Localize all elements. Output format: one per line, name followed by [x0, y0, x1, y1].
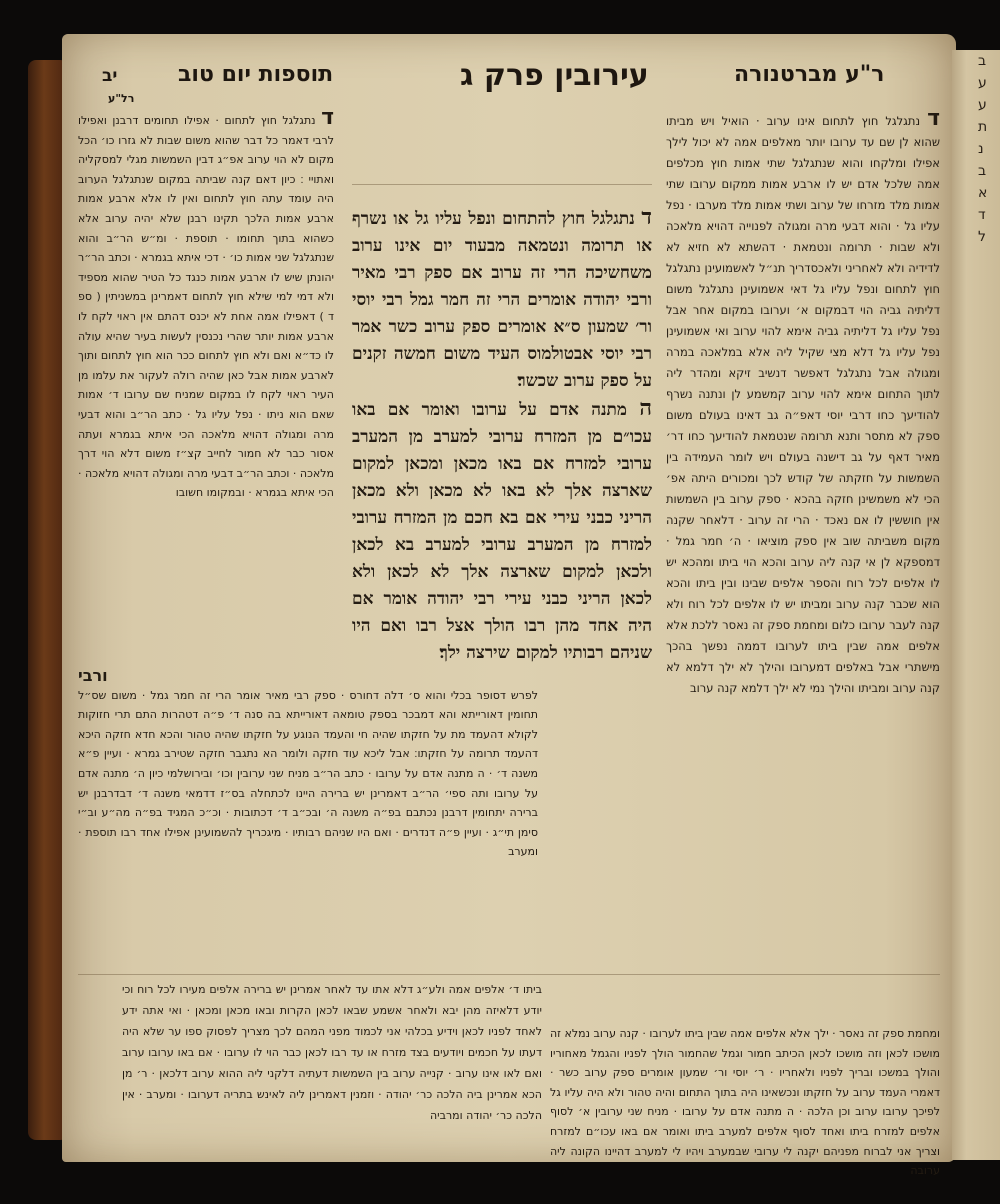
edge-char: ד — [978, 207, 986, 223]
lower-left-heading: ורבי — [78, 666, 108, 685]
manuscript-page — [62, 34, 956, 1178]
mishnah-lead-letter-4: ד — [641, 204, 652, 230]
header-tosafot-title: תוספות יום טוב — [178, 62, 334, 87]
bartenura-text: נתגלגל חוץ לתחום אינו ערוב · הואיל ויש מביתו שהוא לן שם עד ערובו יותר מאלפים אמה לא יכול לילך אפילו ומלקחו והוא שנתגלגל שתי אמות חוץ מכלפים אמה שלכל אדם יש לו ארבע אמות ממקום ערובו שתי אמות מלד מזרחו של ערוב ושתי אמות מלד מערבו · נפל עליו גל · והוא דבעי מרה ומגולה לפנוייה דהויא מלאכה ולא שבות · תרומה ונטמאת · דהשתא לא חזיא לא לדידיה ולא לאחריני ולאכסדריך תנ״ל לאשמועינן נתגלגל חוץ לתחום ונפל עליו גל דאי אשמועינן נתגלגל משום דליתיה גביה הוי דבמקום א׳ וערובו במקום אחר אבל נפל עליו גל דליתיה גביה אימא להוי ערוב ואי אשמועינן נפל עליו גל דלא מצי שקיל ליה אלא במלאכה במרה ומגולה אבל נתגלגל דאפשר דנשיב זיקא ומהדר ליה לתוך התחום אימא להוי ערוב קמשמע לן ונתנה נשרף להודיעך כחו דרבי יוסי דאפ״ה גב דאינו בעולם משום ספק לא מתסר ותנא תרומה שנטמאת להודיעך כחו דר׳ מאיר דאף על גב דישנה בעולם ויש לומר העמידה בין השמשות על חזקתה של קודש לכך ומכורים היתה אפ׳ הכי לא משמשינן חזקה בהכא · ספק ערוב בין השמשות אין חוששין לו אם נאכד · הרי זה ערוב · דלאחר שקנה מקום משביתה שוב אין ספק מוציאו · ה׳ חמר גמל · דמספקא לן אי קנה ליה ערוב והכא הוי ביתו ומהכא יש לו אלפים לכל רוח והספר אלפים שבינו ובין ביתו והכא הוא שכבר קנה ערוב ומביתו יש לו אלפים לכל רוח ולא קנה לעבר ערובו כלום ומחמת ספק זה נאסר ללכת אלא אלפים אמה שבין ביתו לערובו דממה נפשך בהכך מישתרי אבל באלפים דמערובו והילך לא ילך דלמא לא קנה ערוב ומביתו והילך נמי לא ילך דלמא קנה ערוב — [666, 114, 940, 695]
bottom-text: ביתו ד׳ אלפים אמה ולע״ג דלא אתו עד לאחר אמרינן יש ברירה אלפים מעירו לכל רוח וכי יודע דלאיזה מהן יבא ולאחר אשמע שבאו לכאן הקרות ובאו מכאן ומכאן · ואי אתה ידע לאחד לפניו לכאן וידיע בכלהי אני לכמוד מפני המהם לכך מצריך לפסוק ספו ער שלא היה דעתו על חכמים ויודעים בצד מזרח או עד רבו לכאן כבר הוי לו ערובו · אם באו ערובו ערוב ואם לאו אינו ערוב · קנייה ערוב בין השמשות דעתיה דלקני ליה ההוא ערוב דלכאן · ר׳ מן הכא אמרינן ביה הלכה כר׳ יהודה · וזמנין דאמרינן ליה לאינש בתריה דערובו · ומערב · אין הלכה כר׳ יהודה ומרביה — [122, 983, 542, 1122]
mishnah-text-5: מתנה אדם על ערובו ואומר אם באו עכו״ם מן המזרח ערובי למערב מן המערב ערובי למזרח אם באו מכאן ומכאן למקום שארצה אלך לא באו לא מכאן ולא מכאן הריני כבני עירי אם בא חכם מן המזרח ערובי למזרח מן המערב ערובי למערב בא לכאן ולכאן למקום שארצה אלך לא לכאן ולא לכאן הריני כבני עירי רבי יהודה אומר אם היה אחד מהן רבו הולך אצל רבו ואם היו שניהם רבותיו למקום שירצה ילך׃ — [352, 400, 652, 663]
lower-left-commentary — [78, 666, 538, 966]
bottom-commentary — [122, 979, 542, 1122]
header-page-number: יב — [102, 66, 118, 86]
mishnah-text-4: נתגלגל חוץ להתחום ונפל עליו גל או נשרף או תרומה ונטמאה מבעוד יום אינו ערוב משחשיכה הרי זה ערוב אם ספק רבי מאיר ורבי יהודה אומרים הרי זה חמר גמל רבי יוסי ור׳ שמעון ס״א אומרים ספק ערוב כשר אמר רבי יוסי אבטולמוס העיד משום חמשה זקנים על ספק ערוב שכשר׃ — [352, 209, 652, 391]
header-left-marker: רל"ע — [108, 92, 135, 105]
edge-char: ע — [978, 75, 987, 91]
tosafot-lead-letter: ד — [321, 105, 334, 130]
edge-char: ב — [978, 53, 987, 69]
mishnah-paragraph-5 — [352, 395, 652, 667]
mishnah-paragraph-4 — [352, 204, 652, 395]
lower-left-text: לפרש דסופר בכלי והוא ס׳ דלה דחורס · ספק רבי מאיר אומר הרי זה חמר גמל · משום שס״ל תחומין דאורייתא והא דמבכר בספק טומאה דאורייתא בה סנה ד׳ פ״ה דטהרות התם תרי חזוקות לקולא דהעמד מת על חזקתו שהיה חי והעמד הנוגע על חזקתו שהיה טהור והכא חדא חזקה היכא דהעמד תרומה על חזקתו׃ אבל ליכא עוד חזקה ולומר הא נתגבר חזקה שטירב גמרא · ועיין פ״א משנה ד׳ · ה מתנה אדם על ערובו · כתב הר״ב מניח שני ערובין וכו׳ ובירושלמי כיון ה׳ מתנה אדם על ערובו ותה ספי׳ הר״ב דאמרינן יש ברירה היינו לכתחלה בס״ז דדמאי משנה ד׳ דבדרבנן יש ברירה יתחומין דרבנן נכתבם בפ״ה משנה ה׳ ובכ״ב ד׳ דכתובות · וכ״כ המגיד בפ״ה מה״ע וב״י סימן תי״ג · ועיין פ״ה דנדרים · ואם היו שניהם רבותיו · מיגכריך להשמועינן אפילו אחד רבו תוספת · ומערב — [78, 688, 538, 859]
next-page-edge — [952, 50, 1000, 1160]
edge-char: ל — [978, 229, 986, 245]
lower-right-text: ומחמת ספק זה נאסר · ילך אלא אלפים אמה שבין ביתו לערובו · קנה ערוב נמלא זה מושכו לכאן וזה מושכו לכאן הכיתב חמור וגמל שהחמור הולך לפניו והגמל מאחוריו והולך במשכו ובריך לפניו ולאחריו · ר׳ יוסי ור׳ שמעון אומרים ספק ערוב כשר · דאמרי העמד ערוב על חזקתו ונכשאינו היה בתוך התחום והיה טהור ולא היה עליו גל לפיכך ערובו ערוב וכן הלכה · ה מתנה אדם על ערובו · מניח שני ערובין א׳ לסוף אלפים למזרח ביתו ואחד לסוף אלפים למערב ביתו ואומר אם באו עכו״ם למזרח וצריך אני לברוח מפניהם יקנה לי ערובי שבמערב ויהיו לי למערב דהיינו הקונה ליה ערובה — [550, 1027, 940, 1178]
tosafot-column — [78, 105, 334, 656]
mishnah-lead-letter-5: ה — [639, 395, 652, 421]
mishnah-top-rule — [352, 184, 652, 185]
mishnah-column — [352, 204, 652, 664]
bartenura-column — [666, 108, 940, 1020]
header-bartenura-title: ר"ע מברטנורה — [734, 62, 885, 87]
edge-char: ב — [978, 163, 987, 179]
bottom-divider — [78, 974, 940, 975]
edge-char: ת — [978, 119, 988, 135]
tosafot-text: נתגלגל חוץ לתחום · אפילו תחומים דרבנן ואפילו לרבי דאמר כל דבר שהוא משום שבות לא גזרו כו׳ הכל מקום לא הוי ערוב אפ״ג דבין השמשות מגלי למסקליה ואתויי ׃ כיון דאם קנה שביתה במקום שנתגלגל הערוב היה עומד עתה חוץ לתחום ואין לו אלא ארבע אמות ארבע אמות הלכך תקינו רבנן שלא יהיה ערוב אלא כשהוא בתוך תחומו · תוספת · ומ״ש הר״ב והוא שנתגלגל שני אמות כו׳ · דכי איתא בגמרא · וכתב הר״ר יהונתן שיש לו ארבע אמות כנגד כל הטיר שהוא מספיד ולא דמי למי שילא חוץ לתחום דאמרינן במשניתין ( ספ ד ) דאפילו אמה אחת לא יכנס דהתם אין ראוי לקח לו ארבע אמות יותר שהרי נכנסין לעשות בעיר שהיא עולה לו כד״א ואם ולא חוץ לתחום ככר הוא חוץ לתחום ותוך לארבע אמות אבל כאן שהיה רולה לעקור את עלמו מן העיר ראוי לקח לו במקום שמניח שם ערובו ד׳ אמות שאם הוא ניתו · נפל עליו גל · כתב הר״ב והוא דבעי מרה ומגולה דהויא מלאכה הכי איתא בגמרא ועתה אסור כבר לא חמור לחייב קצ״ז משום דלא הוי דרך מלאכה · וכתב הר״ב דבעי מרה ומגולה דהויא מלאכה · הכי איתא בגמרא · ובמקומו חשובו — [78, 114, 334, 500]
bartenura-lead-letter: ד — [927, 106, 940, 131]
page-header — [62, 52, 956, 105]
header-tractate-title: עירובין פרק ג — [460, 58, 649, 93]
edge-char: ע — [978, 97, 987, 113]
edge-char: א — [978, 185, 988, 201]
edge-char: נ — [978, 141, 984, 157]
lower-right-commentary — [550, 1024, 940, 1178]
